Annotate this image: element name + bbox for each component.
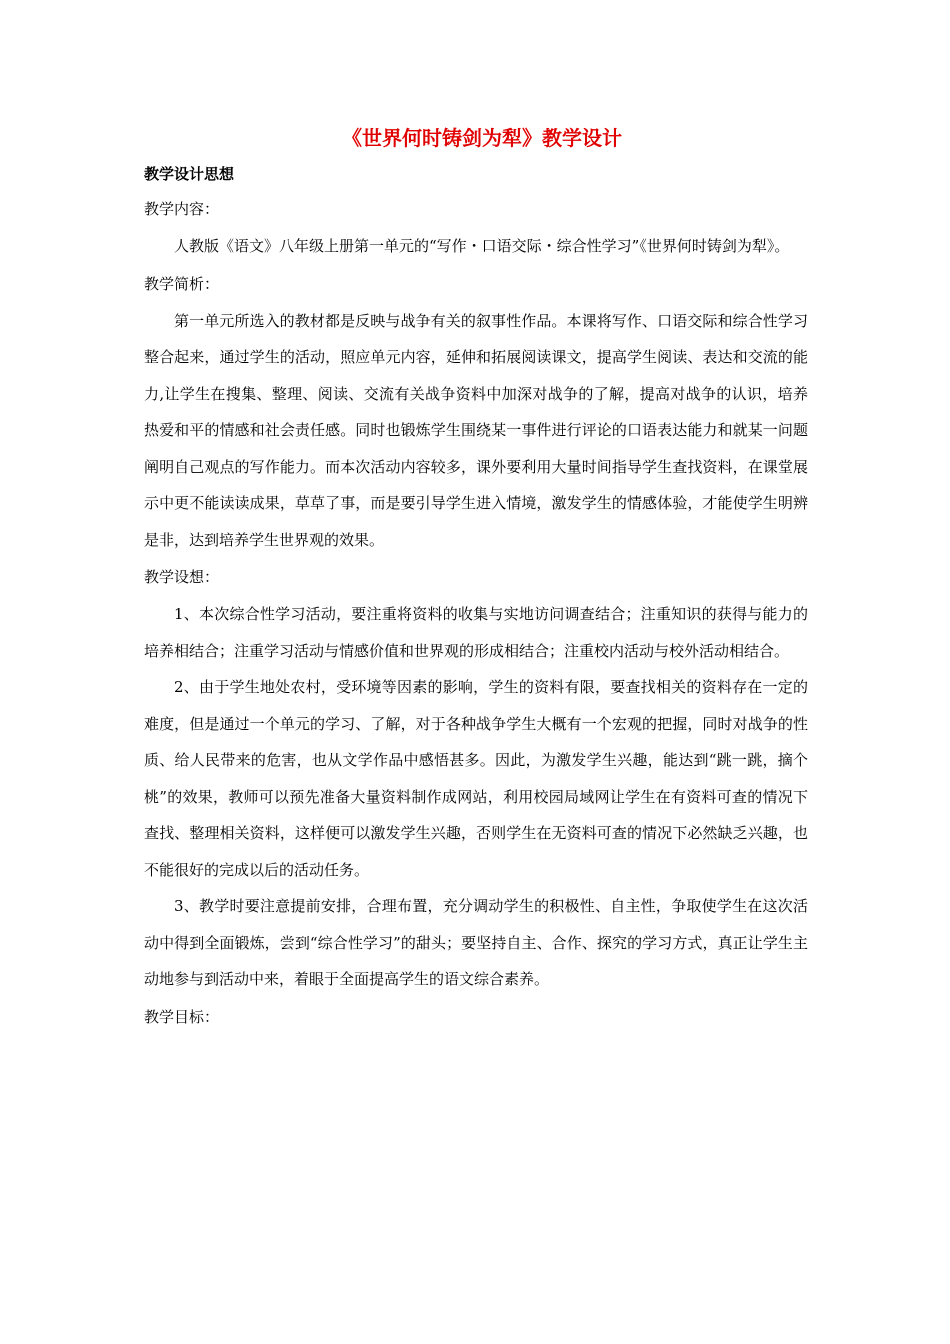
document-page <box>144 118 808 1036</box>
design-item-1: 1、本次综合性学习活动，要注重将资料的收集与实地访问调查结合；注重知识的获得与能力的培养相结合；注重学习活动与情感价值和世界观的形成相结合；注重校内活动与校外活动相结合。 <box>144 605 808 660</box>
analysis-label: 教学简析： <box>144 274 220 293</box>
section-heading: 教学设计思想 <box>144 165 235 183</box>
goals-label: 教学目标： <box>144 1007 220 1026</box>
content-paragraph: 人教版《语文》八年级上册第一单元的“写作・口语交际・综合性学习”《世界何时铸剑为犁》。 <box>174 237 790 255</box>
analysis-paragraph: 第一单元所选入的教材都是反映与战争有关的叙事性作品。本课将写作、口语交际和综合性学习整合起来，通过学生的活动，照应单元内容，延伸和拓展阅读课文，提高学生阅读、表达和交流的能力,让学生在搜集、整理、阅读、交流有关战争资料中加深对战争的了解，提高对战争的认识，培养热爱和平的情感和社会责任感。同时也锻炼学生围绕某一事件进行评论的口语表达能力和就某一问题阐明自己观点的写作能力。而本次活动内容较多，课外要利用大量时间指导学生查找资料，在课堂展示中更不能读读成果，草草了事，而是要引导学生进入情境，激发学生的情感体验，才能使学生明辨是非，达到培养学生世界观的效果。 <box>144 311 808 549</box>
document-title: 《世界何时铸剑为犁》教学设计 <box>342 126 622 150</box>
design-item-3: 3、教学时要注意提前安排，合理布置，充分调动学生的积极性、自主性，争取使学生在这次活动中得到全面锻炼，尝到“综合性学习”的甜头；要坚持自主、合作、探究的学习方式，真正让学生主动地参与到活动中来，着眼于全面提高学生的语文综合素养。 <box>144 897 808 988</box>
content-label: 教学内容： <box>144 200 220 218</box>
design-item-2: 2、由于学生地处农村，受环境等因素的影响，学生的资料有限，要查找相关的资料存在一定的难度，但是通过一个单元的学习、了解，对于各种战争学生大概有一个宏观的把握，同时对战争的性质、给人民带来的危害，也从文学作品中感悟甚多。因此，为激发学生兴趣，能达到“跳一跳，摘个桃”的效果，教师可以预先准备大量资料制作成网站，利用校园局域网让学生在有资料可查的情况下查找、整理相关资料，这样便可以激发学生兴趣，否则学生在无资料可查的情况下必然缺乏兴趣，也不能很好的完成以后的活动任务。 <box>144 678 808 879</box>
design-label: 教学设想： <box>144 568 220 586</box>
